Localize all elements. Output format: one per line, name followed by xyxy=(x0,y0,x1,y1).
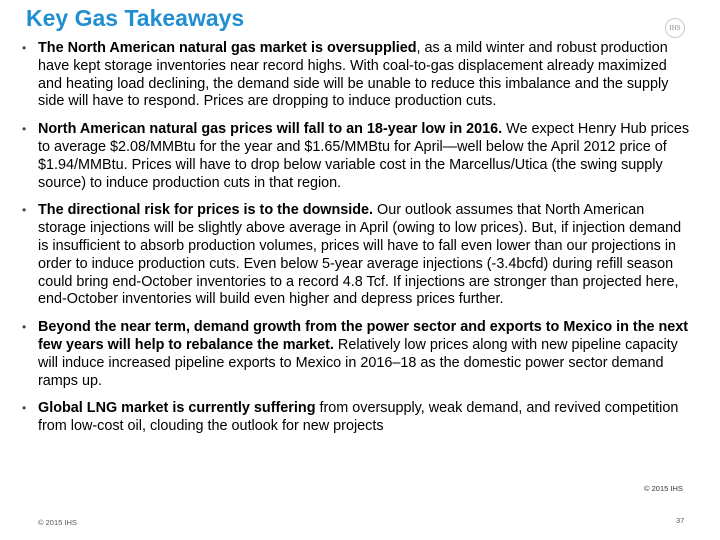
bullet-body-text: from oversupply, weak demand, and revived competition from low-cost oil, clouding the outlook for new projects xyxy=(38,400,679,435)
inline-copyright: © 2015 IHS xyxy=(644,484,683,493)
bullet-dot-icon: • xyxy=(22,41,27,55)
bullet-body-text: Relatively low prices along with new pipeline capacity will induce increased pipeline exports to Mexico in 2016–18 as the domestic power sector demand ramps up. xyxy=(38,336,678,389)
bullet-body-text: , as a mild winter and robust production have kept storage inventories near record highs. With coal-to-gas displacement already maximized and heating load declining, the demand side will be unable to reduce this imbalance and the supply side will have to respond. Prices are dropping to induce production cuts. xyxy=(38,40,669,110)
bullet-body-text: We expect Henry Hub prices to average $2.08/MMBtu for the year and $1.65/MMBtu for April—well below the April 2012 price of $1.94/MMBtu. Prices will have to drop below variable cost in the Marcellus/Utica (the swing supply source) to induce production cuts in that region. xyxy=(38,121,690,191)
slide-title: Key Gas Takeaways xyxy=(26,5,245,31)
bullet-dot-icon: • xyxy=(22,401,27,416)
bullet-bold-text: The North American natural gas market is oversupplied xyxy=(38,40,417,56)
takeaways-list xyxy=(20,40,690,446)
bullet-body-text: Our outlook assumes that North American storage injections will be slightly above average in April (owing to low prices). But, if injection demand is insufficient to absorb production volumes, prices will have to fall even lower than our projections in order to induce production cuts. Even below 5-year average injections (-3.4bcfd) during refill season could bring end-October inventories to a record 4.8 Tcf. If injections are stronger than projected here, end-October inventories will build even higher and depress prices further. xyxy=(38,202,682,308)
bullet-bold-text: Global LNG market is currently suffering xyxy=(38,400,316,417)
bullet-bold-text: Beyond the near term, demand growth from the power sector and exports to Mexico in the next few years will help to rebalance the market. xyxy=(38,319,689,353)
bullet-dot-icon: • xyxy=(22,122,27,137)
footer-copyright: © 2015 IHS xyxy=(38,518,77,527)
bullet-bold-text: North American natural gas prices will fall to an 18-year low in 2016. xyxy=(38,121,503,138)
bullet-item xyxy=(20,400,690,436)
page-number: 37 xyxy=(676,516,685,525)
bullet-item xyxy=(20,40,690,111)
bullet-dot-icon: • xyxy=(22,203,27,218)
bullet-item xyxy=(20,121,690,192)
bullet-item xyxy=(20,202,690,309)
bullet-item xyxy=(20,319,690,390)
bullet-dot-icon: • xyxy=(22,320,27,335)
bullet-bold-text: The directional risk for prices is to the downside. xyxy=(38,202,374,219)
ihs-logo-icon: IHS xyxy=(665,18,685,38)
